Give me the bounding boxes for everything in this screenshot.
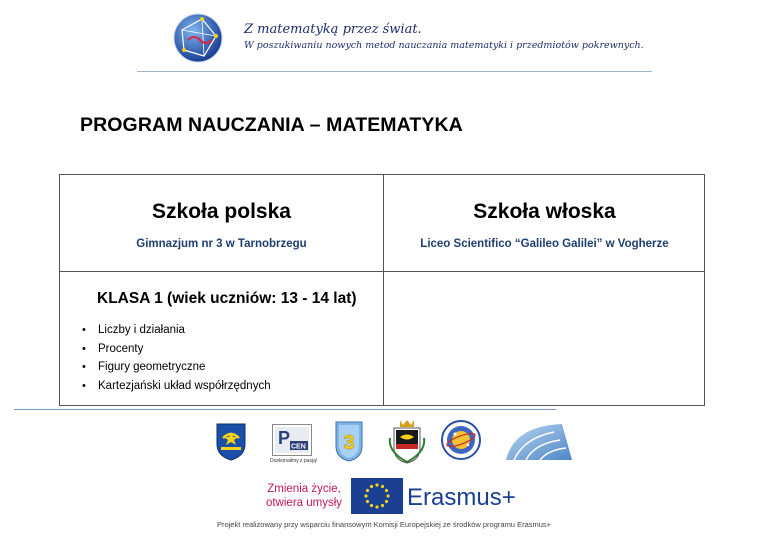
list-item: • Procenty — [82, 340, 271, 359]
project-globe-logo — [170, 10, 226, 66]
list-item: • Figury geometryczne — [82, 358, 271, 377]
row-divider — [60, 271, 704, 272]
list-item: • Kartezjański układ współrzędnych — [82, 377, 271, 396]
funding-footer: Projekt realizowany przy wsparciu finansowym Komisji Europejskiej ze środków programu Erasmus+ — [216, 520, 552, 529]
italian-school-institution: Liceo Scientifico “Galileo Galilei” w Vogherze — [420, 238, 669, 250]
eu-flag-icon — [351, 478, 403, 514]
pcen-letter: P — [278, 428, 291, 448]
slogan-line-2: otwiera umysły — [265, 497, 343, 509]
lower-divider — [14, 409, 556, 410]
blue-sky-logo — [504, 422, 574, 462]
topic-list — [82, 321, 271, 395]
curriculum-table — [59, 174, 705, 406]
galilei-seal — [441, 420, 481, 460]
erasmus-brand: Erasmus+ — [407, 484, 516, 511]
school-number: 3 — [343, 432, 355, 454]
voghera-crest — [388, 418, 426, 464]
school-3-crest — [334, 420, 364, 462]
header-divider — [137, 71, 652, 72]
polish-school-institution: Gimnazjum nr 3 w Tarnobrzegu — [136, 238, 307, 250]
header-subtagline: W poszukiwaniu nowych metod nauczania matematyki i przedmiotów pokrewnych. — [244, 40, 644, 51]
class-heading: KLASA 1 (wiek uczniów: 13 - 14 lat) — [97, 290, 357, 307]
tarnobrzeg-crest — [215, 422, 247, 462]
erasmus-slogan — [258, 482, 350, 510]
pcen-caption: Doskonalimy z pasją! — [270, 458, 318, 464]
slogan-line-1: Zmienia życie, — [267, 483, 341, 495]
pcen-label: CEN — [291, 443, 306, 451]
pcen-logo — [272, 424, 312, 456]
page-title: PROGRAM NAUCZANIA – MATEMATYKA — [80, 114, 463, 136]
italian-school-heading: Szkoła włoska — [473, 200, 616, 223]
header-tagline: Z matematyką przez świat. — [244, 22, 422, 37]
polish-school-heading: Szkoła polska — [152, 200, 291, 223]
list-item: • Liczby i działania — [82, 321, 271, 340]
